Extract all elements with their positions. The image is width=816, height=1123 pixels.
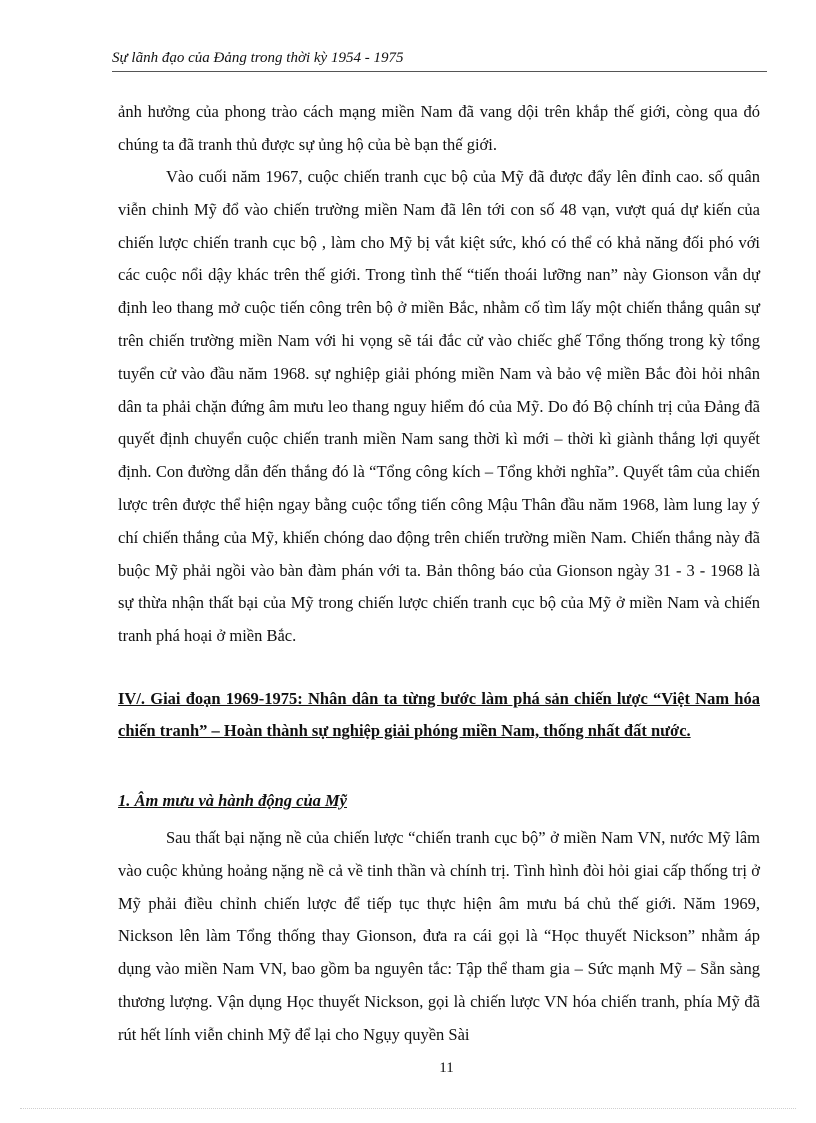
running-header: Sự lãnh đạo của Đảng trong thời kỳ 1954 - 1975 bbox=[112, 48, 767, 72]
subsection-heading: 1. Âm mưu và hành động của Mỹ bbox=[118, 791, 348, 810]
section-heading-iv: IV/. Giai đoạn 1969-1975: Nhân dân ta từng bước làm phá sản chiến lược “Việt Nam hóa chiến tranh” – Hoàn thành sự nghiệp giải phóng miền Nam, thống nhất đất nước. bbox=[118, 689, 760, 740]
paragraph-section-1 bbox=[118, 822, 760, 1052]
paragraph-1967 bbox=[118, 161, 760, 653]
paragraph-text: Vào cuối năm 1967, cuộc chiến tranh cục bộ của Mỹ đã được đẩy lên đỉnh cao. số quân viễn chinh Mỹ đổ vào chiến trường miền Nam đã lên tới con số 48 vạn, vượt quá dự kiến của chiến lược chiến tranh cục bộ , làm cho Mỹ bị vắt kiệt sức, khó có thể có khả năng đối phó với các cuộc nổi dậy khác trên thế giới. Trong tình thế “tiến thoái lưỡng nan” này Gionson vẫn dự định leo thang mở cuộc tiến công trên bộ ở miền Bắc, nhằm cố tìm lấy một chiến thắng quân sự trên chiến trường miền Nam với hi vọng sẽ tái đắc cử vào chiếc ghế Tổng thống trong kỳ tổng tuyển cử vào đầu năm 1968. sự nghiệp giải phóng miền Nam và bảo vệ miền Bắc đòi hỏi nhân dân ta phải chặn đứng âm mưu leo thang nguy hiểm đó của Mỹ. Do đó Bộ chính trị của Đảng đã quyết định chuyển cuộc chiến tranh miền Nam sang thời kì mới – thời kì giành thắng lợi quyết định. Con đường dẫn đến thắng đó là “Tổng công kích – Tổng khởi nghĩa”. Quyết tâm của chiến lược trên được thể hiện ngay bằng cuộc tổng tiến công Mậu Thân đầu năm 1968, làm lung lay ý chí chiến thắng của Mỹ, khiến chóng dao động trên chiến trường miền Nam. Chiến thắng này đã buộc Mỹ phải ngồi vào bàn đàm phán với ta. Bản thông báo của Gionson ngày 31 - 3 - 1968 là sự thừa nhận thất bại của Mỹ trong chiến lược chiến tranh cục bộ của Mỹ ở miền Nam và chiến tranh phá hoại ở miền Bắc. bbox=[118, 167, 760, 646]
paragraph-text: Sau thất bại nặng nề của chiến lược “chiến tranh cục bộ” ở miền Nam VN, nước Mỹ lâm vào cuộc khủng hoảng nặng nề cả về tinh thần và chính trị. Tình hình đòi hỏi giai cấp thống trị ở Mỹ phải điều chỉnh chiến lược để tiếp tục thực hiện âm mưu bá chủ thế giới. Năm 1969, Nickson lên làm Tổng thống thay Gionson, đưa ra cái gọi là “Học thuyết Nickson” nhằm áp dụng vào miền Nam VN, bao gồm ba nguyên tắc: Tập thể tham gia – Sức mạnh Mỹ – Sẵn sàng thương lượng. Vận dụng Học thuyết Nickson, gọi là chiến lược VN hóa chiến tranh, phía Mỹ đã rút hết lính viễn chinh Mỹ để lại cho Ngụy quyền Sài bbox=[118, 828, 760, 1044]
page-divider bbox=[20, 1108, 796, 1109]
paragraph-continuation bbox=[118, 96, 760, 162]
paragraph-text: ảnh hưởng của phong trào cách mạng miền Nam đã vang dội trên khắp thế giới, còng qua đó chúng ta đã tranh thủ được sự ủng hộ của bè bạn thế giới. bbox=[118, 102, 760, 154]
page-number: 11 bbox=[439, 1060, 454, 1076]
